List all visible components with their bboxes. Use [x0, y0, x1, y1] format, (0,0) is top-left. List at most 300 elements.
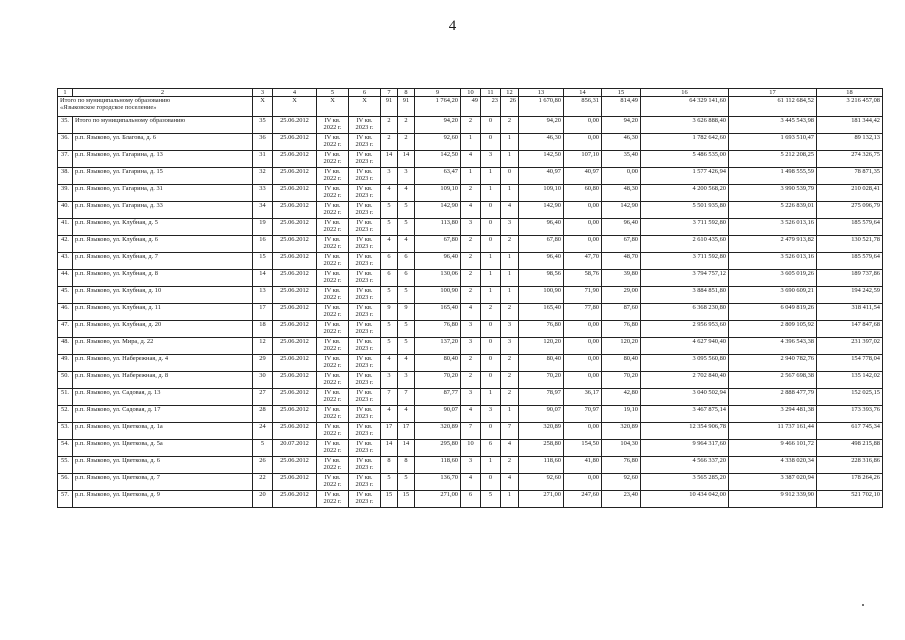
year-label: 2023 г.	[355, 226, 374, 233]
cell-c17: 2 940 782,76	[729, 355, 817, 372]
planned-end-cell	[349, 406, 381, 423]
cell-c11: 0	[481, 338, 501, 355]
row-number: 52.	[58, 406, 73, 423]
column-number-14: 14	[564, 89, 602, 97]
cell-c12: 2	[501, 389, 519, 406]
quarter-label: IV кв.	[356, 202, 373, 209]
register-table	[57, 88, 883, 508]
cell-c7: 14	[381, 440, 398, 457]
quarter-label: IV кв.	[356, 440, 373, 447]
table-row	[58, 321, 883, 338]
row-number: 39.	[58, 185, 73, 202]
cell-c18: 498 215,88	[817, 440, 883, 457]
year-label: 2023 г.	[355, 362, 374, 369]
column-number-9: 9	[415, 89, 461, 97]
cell-c18: 152 025,15	[817, 389, 883, 406]
cell-c9: 113,80	[415, 219, 461, 236]
cell-c8: 8	[398, 457, 415, 474]
quarter-label: IV кв.	[324, 253, 341, 260]
cell-c11: 1	[481, 168, 501, 185]
quarter-label: IV кв.	[324, 355, 341, 362]
cell-c15: 120,20	[602, 338, 641, 355]
planned-end-cell	[349, 491, 381, 508]
quarter-label: IV кв.	[324, 168, 341, 175]
quarter-label: IV кв.	[324, 338, 341, 345]
cell-c3: 22	[253, 474, 273, 491]
cell-c9: 76,80	[415, 321, 461, 338]
cell-c18: 130 521,78	[817, 236, 883, 253]
cell-c3: 16	[253, 236, 273, 253]
year-label: 2022 г.	[323, 175, 342, 182]
year-label: 2023 г.	[355, 294, 374, 301]
planned-start-cell	[317, 406, 349, 423]
cell-c17: 2 888 477,79	[729, 389, 817, 406]
cell-c7: 6	[381, 270, 398, 287]
cell-c18: 135 142,02	[817, 372, 883, 389]
quarter-label: IV кв.	[356, 457, 373, 464]
quarter-label: IV кв.	[356, 287, 373, 294]
year-label: 2022 г.	[323, 124, 342, 131]
cell-c10: 3	[461, 389, 481, 406]
cell-c4: 25.06.2012	[273, 168, 317, 185]
cell-c13: 96,40	[519, 219, 564, 236]
table-row	[58, 253, 883, 270]
quarter-label: IV кв.	[324, 287, 341, 294]
cell-c13: 78,97	[519, 389, 564, 406]
planned-end-cell	[349, 423, 381, 440]
cell-c8: 4	[398, 236, 415, 253]
quarter-label: IV кв.	[356, 185, 373, 192]
cell-c12: 7	[501, 423, 519, 440]
cell-c8: 2	[398, 117, 415, 134]
cell-c13: 80,40	[519, 355, 564, 372]
address-cell: р.п. Языково, ул. Набережная, д. 4	[73, 355, 253, 372]
address-cell: р.п. Языково, ул. Садовая, д. 13	[73, 389, 253, 406]
cell-c16: 5 501 935,80	[641, 202, 729, 219]
total-cell: 3 216 457,08	[817, 97, 883, 117]
planned-start-cell	[317, 423, 349, 440]
cell-c4: 25.06.2012	[273, 389, 317, 406]
cell-c4: 25.06.2012	[273, 134, 317, 151]
cell-c18: 178 264,26	[817, 474, 883, 491]
cell-c10: 2	[461, 236, 481, 253]
quarter-label: IV кв.	[324, 117, 341, 124]
cell-c15: 94,20	[602, 117, 641, 134]
row-number: 36.	[58, 134, 73, 151]
cell-c3: 27	[253, 389, 273, 406]
row-number: 35.	[58, 117, 73, 134]
cell-c17: 3 526 013,16	[729, 219, 817, 236]
year-label: 2023 г.	[355, 141, 374, 148]
cell-c12: 1	[501, 491, 519, 508]
year-label: 2022 г.	[323, 481, 342, 488]
cell-c4: 25.06.2012	[273, 151, 317, 168]
table-row	[58, 168, 883, 185]
cell-c12: 2	[501, 355, 519, 372]
cell-c13: 90,07	[519, 406, 564, 423]
planned-end-cell	[349, 372, 381, 389]
cell-c15: 42,80	[602, 389, 641, 406]
address-cell: р.п. Языково, ул. Цветкова, д. 6	[73, 457, 253, 474]
address-cell: р.п. Языково, ул. Цветкова, д. 5а	[73, 440, 253, 457]
column-number-8: 8	[398, 89, 415, 97]
cell-c4: 25.06.2012	[273, 202, 317, 219]
cell-c18: 194 242,59	[817, 287, 883, 304]
cell-c10: 4	[461, 406, 481, 423]
quarter-label: IV кв.	[324, 406, 341, 413]
planned-start-cell	[317, 287, 349, 304]
table-row	[58, 355, 883, 372]
planned-start-cell	[317, 202, 349, 219]
year-label: 2022 г.	[323, 328, 342, 335]
cell-c14: 47,70	[564, 253, 602, 270]
cell-c7: 4	[381, 355, 398, 372]
address-cell: р.п. Языково, ул. Мира, д. 22	[73, 338, 253, 355]
cell-c9: 80,40	[415, 355, 461, 372]
address-cell: р.п. Языково, ул. Клубная, д. 11	[73, 304, 253, 321]
cell-c14: 0,00	[564, 338, 602, 355]
quarter-label: IV кв.	[324, 321, 341, 328]
cell-c8: 14	[398, 151, 415, 168]
planned-start-cell	[317, 338, 349, 355]
cell-c15: 39,80	[602, 270, 641, 287]
cell-c7: 5	[381, 202, 398, 219]
row-number: 40.	[58, 202, 73, 219]
cell-c16: 3 794 757,12	[641, 270, 729, 287]
cell-c11: 2	[481, 304, 501, 321]
row-number: 47.	[58, 321, 73, 338]
cell-c10: 2	[461, 185, 481, 202]
quarter-label: IV кв.	[356, 117, 373, 124]
planned-end-cell	[349, 338, 381, 355]
cell-c12: 1	[501, 134, 519, 151]
address-cell: р.п. Языково, ул. Благова, д. 6	[73, 134, 253, 151]
address-cell: р.п. Языково, ул. Клубная, д. 10	[73, 287, 253, 304]
cell-c17: 2 479 913,82	[729, 236, 817, 253]
cell-c13: 165,40	[519, 304, 564, 321]
quarter-label: IV кв.	[356, 168, 373, 175]
table-row	[58, 406, 883, 423]
table-row	[58, 457, 883, 474]
cell-c14: 0,00	[564, 202, 602, 219]
cell-c15: 96,40	[602, 219, 641, 236]
quarter-label: IV кв.	[356, 389, 373, 396]
year-label: 2023 г.	[355, 328, 374, 335]
cell-c18: 274 326,75	[817, 151, 883, 168]
cell-c7: 9	[381, 304, 398, 321]
planned-end-cell	[349, 287, 381, 304]
year-label: 2022 г.	[323, 311, 342, 318]
cell-c15: 48,30	[602, 185, 641, 202]
planned-end-cell	[349, 321, 381, 338]
quarter-label: IV кв.	[324, 270, 341, 277]
cell-c10: 10	[461, 440, 481, 457]
cell-c3: 29	[253, 355, 273, 372]
cell-c17: 3 526 013,16	[729, 253, 817, 270]
year-label: 2022 г.	[323, 396, 342, 403]
planned-end-cell	[349, 457, 381, 474]
cell-c4: 25.06.2012	[273, 355, 317, 372]
cell-c10: 4	[461, 474, 481, 491]
cell-c18: 275 096,79	[817, 202, 883, 219]
cell-c13: 46,30	[519, 134, 564, 151]
year-label: 2023 г.	[355, 498, 374, 505]
cell-c4: 25.06.2012	[273, 321, 317, 338]
cell-c14: 41,80	[564, 457, 602, 474]
address-cell: Итого по муниципальному образованию	[73, 117, 253, 134]
cell-c15: 0,00	[602, 168, 641, 185]
cell-c17: 2 809 105,92	[729, 321, 817, 338]
cell-c11: 0	[481, 134, 501, 151]
quarter-label: IV кв.	[356, 321, 373, 328]
row-number: 43.	[58, 253, 73, 270]
cell-c8: 9	[398, 304, 415, 321]
cell-c16: 3 095 560,80	[641, 355, 729, 372]
cell-c13: 92,60	[519, 474, 564, 491]
quarter-label: IV кв.	[356, 423, 373, 430]
cell-c16: 10 434 042,00	[641, 491, 729, 508]
cell-c13: 120,20	[519, 338, 564, 355]
cell-c3: 15	[253, 253, 273, 270]
cell-c3: 34	[253, 202, 273, 219]
cell-c18: 173 393,76	[817, 406, 883, 423]
cell-c8: 5	[398, 202, 415, 219]
cell-c12: 4	[501, 440, 519, 457]
cell-c12: 1	[501, 253, 519, 270]
planned-start-cell	[317, 253, 349, 270]
cell-c8: 2	[398, 134, 415, 151]
total-cell: X	[273, 97, 317, 117]
cell-c12: 1	[501, 151, 519, 168]
cell-c7: 5	[381, 219, 398, 236]
quarter-label: IV кв.	[356, 253, 373, 260]
cell-c16: 3 565 285,20	[641, 474, 729, 491]
cell-c16: 4 627 940,40	[641, 338, 729, 355]
table-row	[58, 219, 883, 236]
cell-c11: 0	[481, 202, 501, 219]
cell-c11: 0	[481, 423, 501, 440]
cell-c3: 35	[253, 117, 273, 134]
cell-c3: 32	[253, 168, 273, 185]
row-number: 37.	[58, 151, 73, 168]
planned-start-cell	[317, 372, 349, 389]
cell-c14: 0,00	[564, 236, 602, 253]
cell-c8: 4	[398, 185, 415, 202]
year-label: 2023 г.	[355, 243, 374, 250]
year-label: 2023 г.	[355, 447, 374, 454]
year-label: 2022 г.	[323, 430, 342, 437]
cell-c11: 0	[481, 117, 501, 134]
cell-c7: 7	[381, 389, 398, 406]
cell-c9: 94,20	[415, 117, 461, 134]
cell-c9: 118,60	[415, 457, 461, 474]
cell-c7: 17	[381, 423, 398, 440]
quarter-label: IV кв.	[356, 372, 373, 379]
cell-c9: 271,00	[415, 491, 461, 508]
table-row	[58, 202, 883, 219]
cell-c18: 231 397,02	[817, 338, 883, 355]
cell-c4: 25.06.2012	[273, 491, 317, 508]
cell-c12: 2	[501, 117, 519, 134]
column-number-7: 7	[381, 89, 398, 97]
cell-c11: 1	[481, 270, 501, 287]
year-label: 2023 г.	[355, 192, 374, 199]
cell-c17: 1 693 510,47	[729, 134, 817, 151]
cell-c3: 24	[253, 423, 273, 440]
cell-c10: 6	[461, 491, 481, 508]
cell-c12: 2	[501, 304, 519, 321]
cell-c12: 2	[501, 372, 519, 389]
planned-end-cell	[349, 304, 381, 321]
total-cell: X	[349, 97, 381, 117]
table-row	[58, 151, 883, 168]
cell-c7: 14	[381, 151, 398, 168]
total-cell: X	[317, 97, 349, 117]
total-cell: 26	[501, 97, 519, 117]
planned-start-cell	[317, 474, 349, 491]
cell-c11: 1	[481, 457, 501, 474]
cell-c10: 3	[461, 321, 481, 338]
planned-end-cell	[349, 474, 381, 491]
cell-c12: 3	[501, 338, 519, 355]
quarter-label: IV кв.	[356, 151, 373, 158]
column-number-10: 10	[461, 89, 481, 97]
cell-c17: 3 387 020,94	[729, 474, 817, 491]
quarter-label: IV кв.	[356, 474, 373, 481]
cell-c11: 1	[481, 253, 501, 270]
cell-c9: 96,40	[415, 253, 461, 270]
row-number: 51.	[58, 389, 73, 406]
row-number: 44.	[58, 270, 73, 287]
table-row	[58, 474, 883, 491]
planned-start-cell	[317, 389, 349, 406]
cell-c16: 4 200 568,20	[641, 185, 729, 202]
cell-c14: 0,00	[564, 134, 602, 151]
cell-c16: 2 702 840,40	[641, 372, 729, 389]
cell-c10: 4	[461, 304, 481, 321]
cell-c13: 142,90	[519, 202, 564, 219]
cell-c13: 70,20	[519, 372, 564, 389]
cell-c11: 1	[481, 389, 501, 406]
row-number: 42.	[58, 236, 73, 253]
cell-c15: 46,30	[602, 134, 641, 151]
year-label: 2023 г.	[355, 277, 374, 284]
cell-c17: 11 737 161,44	[729, 423, 817, 440]
cell-c8: 5	[398, 474, 415, 491]
cell-c13: 94,20	[519, 117, 564, 134]
cell-c11: 3	[481, 151, 501, 168]
cell-c11: 0	[481, 321, 501, 338]
cell-c13: 320,89	[519, 423, 564, 440]
quarter-label: IV кв.	[324, 219, 341, 226]
total-cell: 91	[398, 97, 415, 117]
cell-c11: 0	[481, 236, 501, 253]
cell-c12: 2	[501, 236, 519, 253]
cell-c8: 17	[398, 423, 415, 440]
planned-end-cell	[349, 168, 381, 185]
cell-c16: 3 711 592,80	[641, 253, 729, 270]
cell-c8: 6	[398, 253, 415, 270]
table-row	[58, 440, 883, 457]
quarter-label: IV кв.	[324, 457, 341, 464]
quarter-label: IV кв.	[324, 202, 341, 209]
cell-c14: 0,00	[564, 423, 602, 440]
year-label: 2023 г.	[355, 345, 374, 352]
cell-c3: 33	[253, 185, 273, 202]
column-number-12: 12	[501, 89, 519, 97]
year-label: 2022 г.	[323, 294, 342, 301]
cell-c17: 4 338 020,34	[729, 457, 817, 474]
planned-start-cell	[317, 355, 349, 372]
year-label: 2022 г.	[323, 243, 342, 250]
cell-c9: 320,89	[415, 423, 461, 440]
cell-c12: 4	[501, 202, 519, 219]
cell-c14: 71,90	[564, 287, 602, 304]
cell-c10: 4	[461, 202, 481, 219]
quarter-label: IV кв.	[356, 270, 373, 277]
cell-c14: 0,00	[564, 355, 602, 372]
cell-c9: 109,10	[415, 185, 461, 202]
total-cell: 1 670,80	[519, 97, 564, 117]
cell-c12: 2	[501, 457, 519, 474]
cell-c14: 60,80	[564, 185, 602, 202]
address-cell: р.п. Языково, ул. Гагарина, д. 15	[73, 168, 253, 185]
row-number: 57.	[58, 491, 73, 508]
cell-c10: 4	[461, 151, 481, 168]
cell-c11: 0	[481, 219, 501, 236]
cell-c10: 3	[461, 338, 481, 355]
year-label: 2022 г.	[323, 447, 342, 454]
cell-c8: 14	[398, 440, 415, 457]
cell-c18: 89 132,13	[817, 134, 883, 151]
scan-speck	[862, 604, 864, 606]
cell-c3: 36	[253, 134, 273, 151]
cell-c14: 107,10	[564, 151, 602, 168]
quarter-label: IV кв.	[356, 406, 373, 413]
quarter-label: IV кв.	[356, 236, 373, 243]
column-number-5: 5	[317, 89, 349, 97]
quarter-label: IV кв.	[356, 134, 373, 141]
planned-end-cell	[349, 270, 381, 287]
cell-c4: 25.06.2012	[273, 117, 317, 134]
cell-c8: 15	[398, 491, 415, 508]
cell-c13: 76,80	[519, 321, 564, 338]
cell-c9: 137,20	[415, 338, 461, 355]
page-number: 4	[448, 18, 457, 34]
year-label: 2023 г.	[355, 413, 374, 420]
column-number-18: 18	[817, 89, 883, 97]
cell-c9: 67,80	[415, 236, 461, 253]
row-number: 49.	[58, 355, 73, 372]
cell-c16: 2 956 953,60	[641, 321, 729, 338]
cell-c15: 80,40	[602, 355, 641, 372]
quarter-label: IV кв.	[356, 355, 373, 362]
cell-c18: 617 745,34	[817, 423, 883, 440]
quarter-label: IV кв.	[324, 491, 341, 498]
cell-c4: 25.06.2012	[273, 185, 317, 202]
quarter-label: IV кв.	[356, 491, 373, 498]
cell-c3: 18	[253, 321, 273, 338]
cell-c4: 20.07.2012	[273, 440, 317, 457]
cell-c9: 70,20	[415, 372, 461, 389]
total-cell: 91	[381, 97, 398, 117]
cell-c4: 25.06.2012	[273, 423, 317, 440]
address-cell: р.п. Языково, ул. Гагарина, д. 31	[73, 185, 253, 202]
quarter-label: IV кв.	[324, 474, 341, 481]
quarter-label: IV кв.	[324, 151, 341, 158]
row-number: 46.	[58, 304, 73, 321]
cell-c10: 2	[461, 270, 481, 287]
